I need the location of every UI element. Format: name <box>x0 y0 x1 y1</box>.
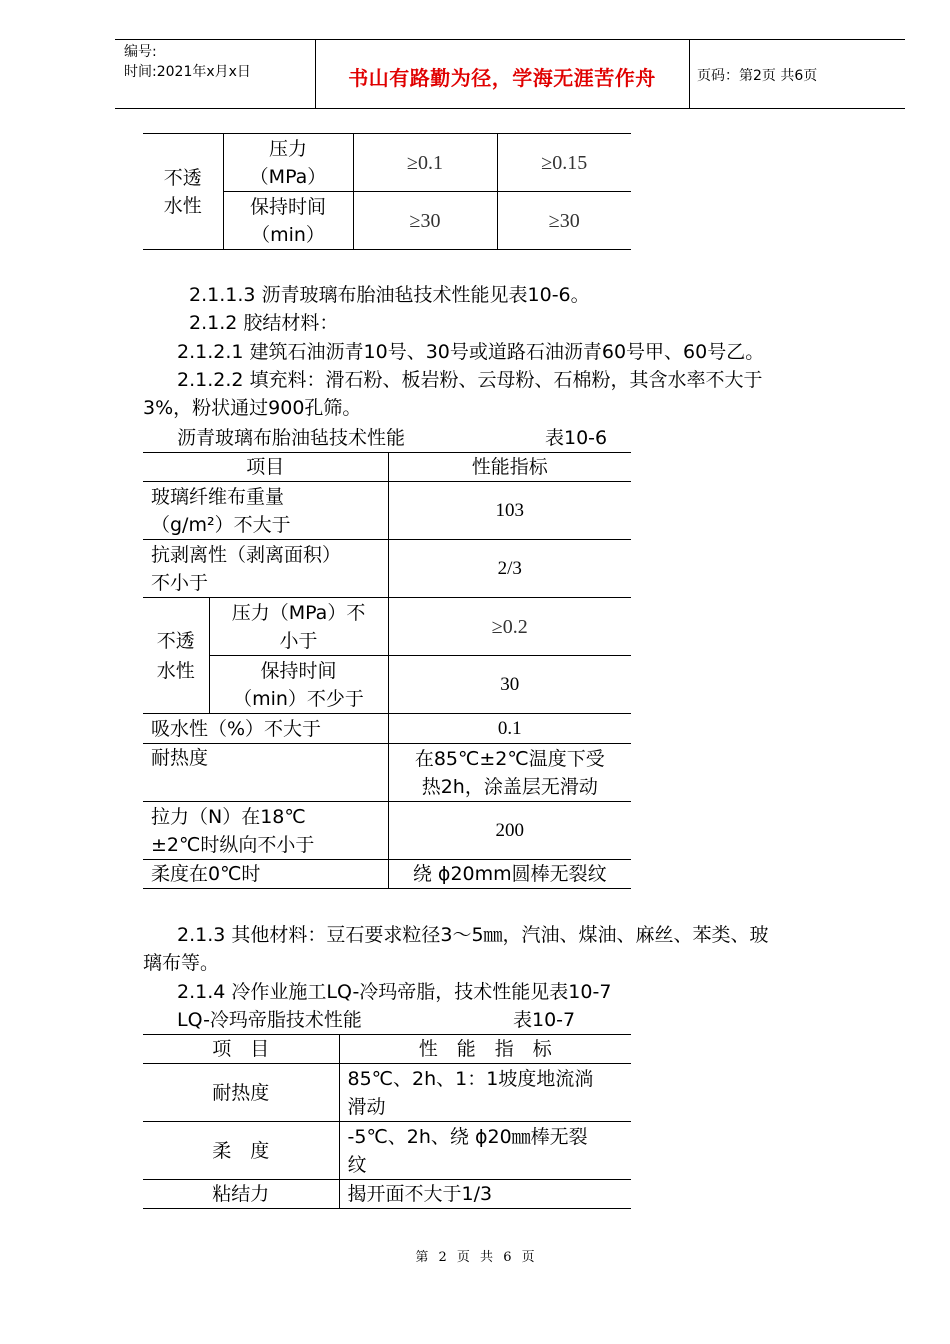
continued-table <box>143 133 631 250</box>
row-bond-label: 粘结力 <box>143 1180 339 1209</box>
paragraph-2-1-1-3: 2.1.1.3 沥青玻璃布胎油毡技术性能见表10-6。 <box>189 284 590 306</box>
paragraph-2-1-4: 2.1.4 冷作业施工LQ-冷玛帝脂，技术性能见表10-7 <box>177 981 612 1003</box>
col-header-item: 项目 <box>143 453 388 482</box>
time-label: 时间:2021年x月x日 <box>124 64 251 80</box>
impermeability-group: 不透水性 <box>143 598 209 714</box>
paragraph-2-1-3-cont: 璃布等。 <box>143 952 220 974</box>
row-pressure-label: 压力（MPa）不 小于 <box>209 598 388 656</box>
row-peel-label: 抗剥离性（剥离面积） 不小于 <box>143 540 388 598</box>
group-label: 不透水性 <box>163 166 202 217</box>
table-10-7-number: 表10-7 <box>513 1009 576 1031</box>
header-motto-cell <box>315 40 690 108</box>
table-10-6-number: 表10-6 <box>545 427 608 449</box>
row-flex-value: 绕 ϕ20mm圆棒无裂纹 <box>388 860 631 889</box>
row-flex-label: 柔 度 <box>143 1122 339 1180</box>
row-absorb-label: 吸水性（%）不大于 <box>143 714 388 744</box>
row-weight-value: 103 <box>388 482 631 540</box>
header-meta <box>115 40 316 108</box>
page-header <box>115 39 905 109</box>
pressure-value-1: ≥0.1 <box>353 134 497 192</box>
col-header-item: 项 目 <box>143 1035 339 1064</box>
row-weight-label: 玻璃纤维布重量 （g/m²）不大于 <box>143 482 388 540</box>
row-absorb-value: 0.1 <box>388 714 631 744</box>
impermeability-group <box>143 134 223 250</box>
table-10-6 <box>143 452 631 889</box>
code-label: 编号: <box>124 44 157 60</box>
row-bond-value: 揭开面不大于1/3 <box>339 1180 631 1209</box>
row-heat-value: 85℃、2h、1：1坡度地流淌 滑动 <box>339 1064 631 1122</box>
row-tension-label: 拉力（N）在18℃ ±2℃时纵向不小于 <box>143 802 388 860</box>
paragraph-2-1-3: 2.1.3 其他材料：豆石要求粒径3～5㎜，汽油、煤油、麻丝、苯类、玻 <box>177 924 769 946</box>
pressure-value-2: ≥0.15 <box>497 134 631 192</box>
row-tension-value: 200 <box>388 802 631 860</box>
paragraph-2-1-2: 2.1.2 胶结材料： <box>189 312 339 334</box>
row-flex-label: 柔度在0℃时 <box>143 860 388 889</box>
hold-time-value-1: ≥30 <box>353 192 497 250</box>
col-header-value: 性能指标 <box>388 453 631 482</box>
col-header-value: 性 能 指 标 <box>339 1035 631 1064</box>
row-time-label: 保持时间 （min）不少于 <box>209 656 388 714</box>
table-10-7 <box>143 1034 631 1209</box>
header-motto: 书山有路勤为径，学海无涯苦作舟 <box>348 66 656 90</box>
row-peel-value: 2/3 <box>388 540 631 598</box>
pressure-label: 压力（MPa） <box>223 134 353 192</box>
table-10-6-caption: 沥青玻璃布胎油毡技术性能 <box>177 427 406 449</box>
row-flex-value: -5℃、2h、绕 ϕ20㎜棒无裂 纹 <box>339 1122 631 1180</box>
header-page-label: 页码：第2页 共6页 <box>697 68 818 84</box>
row-heat-value: 在85℃±2℃温度下受 热2h，涂盖层无滑动 <box>388 744 631 802</box>
paragraph-2-1-2-1: 2.1.2.1 建筑石油沥青10号、30号或道路石油沥青60号甲、60号乙。 <box>177 341 765 363</box>
row-pressure-value: ≥0.2 <box>388 598 631 656</box>
paragraph-2-1-2-2-cont: 3%，粉状通过900孔筛。 <box>143 397 362 419</box>
header-page-cell <box>689 40 905 108</box>
table-10-7-caption: LQ-冷玛帝脂技术性能 <box>177 1009 362 1031</box>
paragraph-2-1-2-2: 2.1.2.2 填充料：滑石粉、板岩粉、云母粉、石棉粉，其含水率不大于 <box>177 369 763 391</box>
row-heat-label: 耐热度 <box>143 744 388 802</box>
page-footer: 第 2 页 共 6 页 <box>415 1250 535 1265</box>
row-time-value: 30 <box>388 656 631 714</box>
hold-time-value-2: ≥30 <box>497 192 631 250</box>
hold-time-label: 保持时间（min） <box>223 192 353 250</box>
row-heat-label: 耐热度 <box>143 1064 339 1122</box>
